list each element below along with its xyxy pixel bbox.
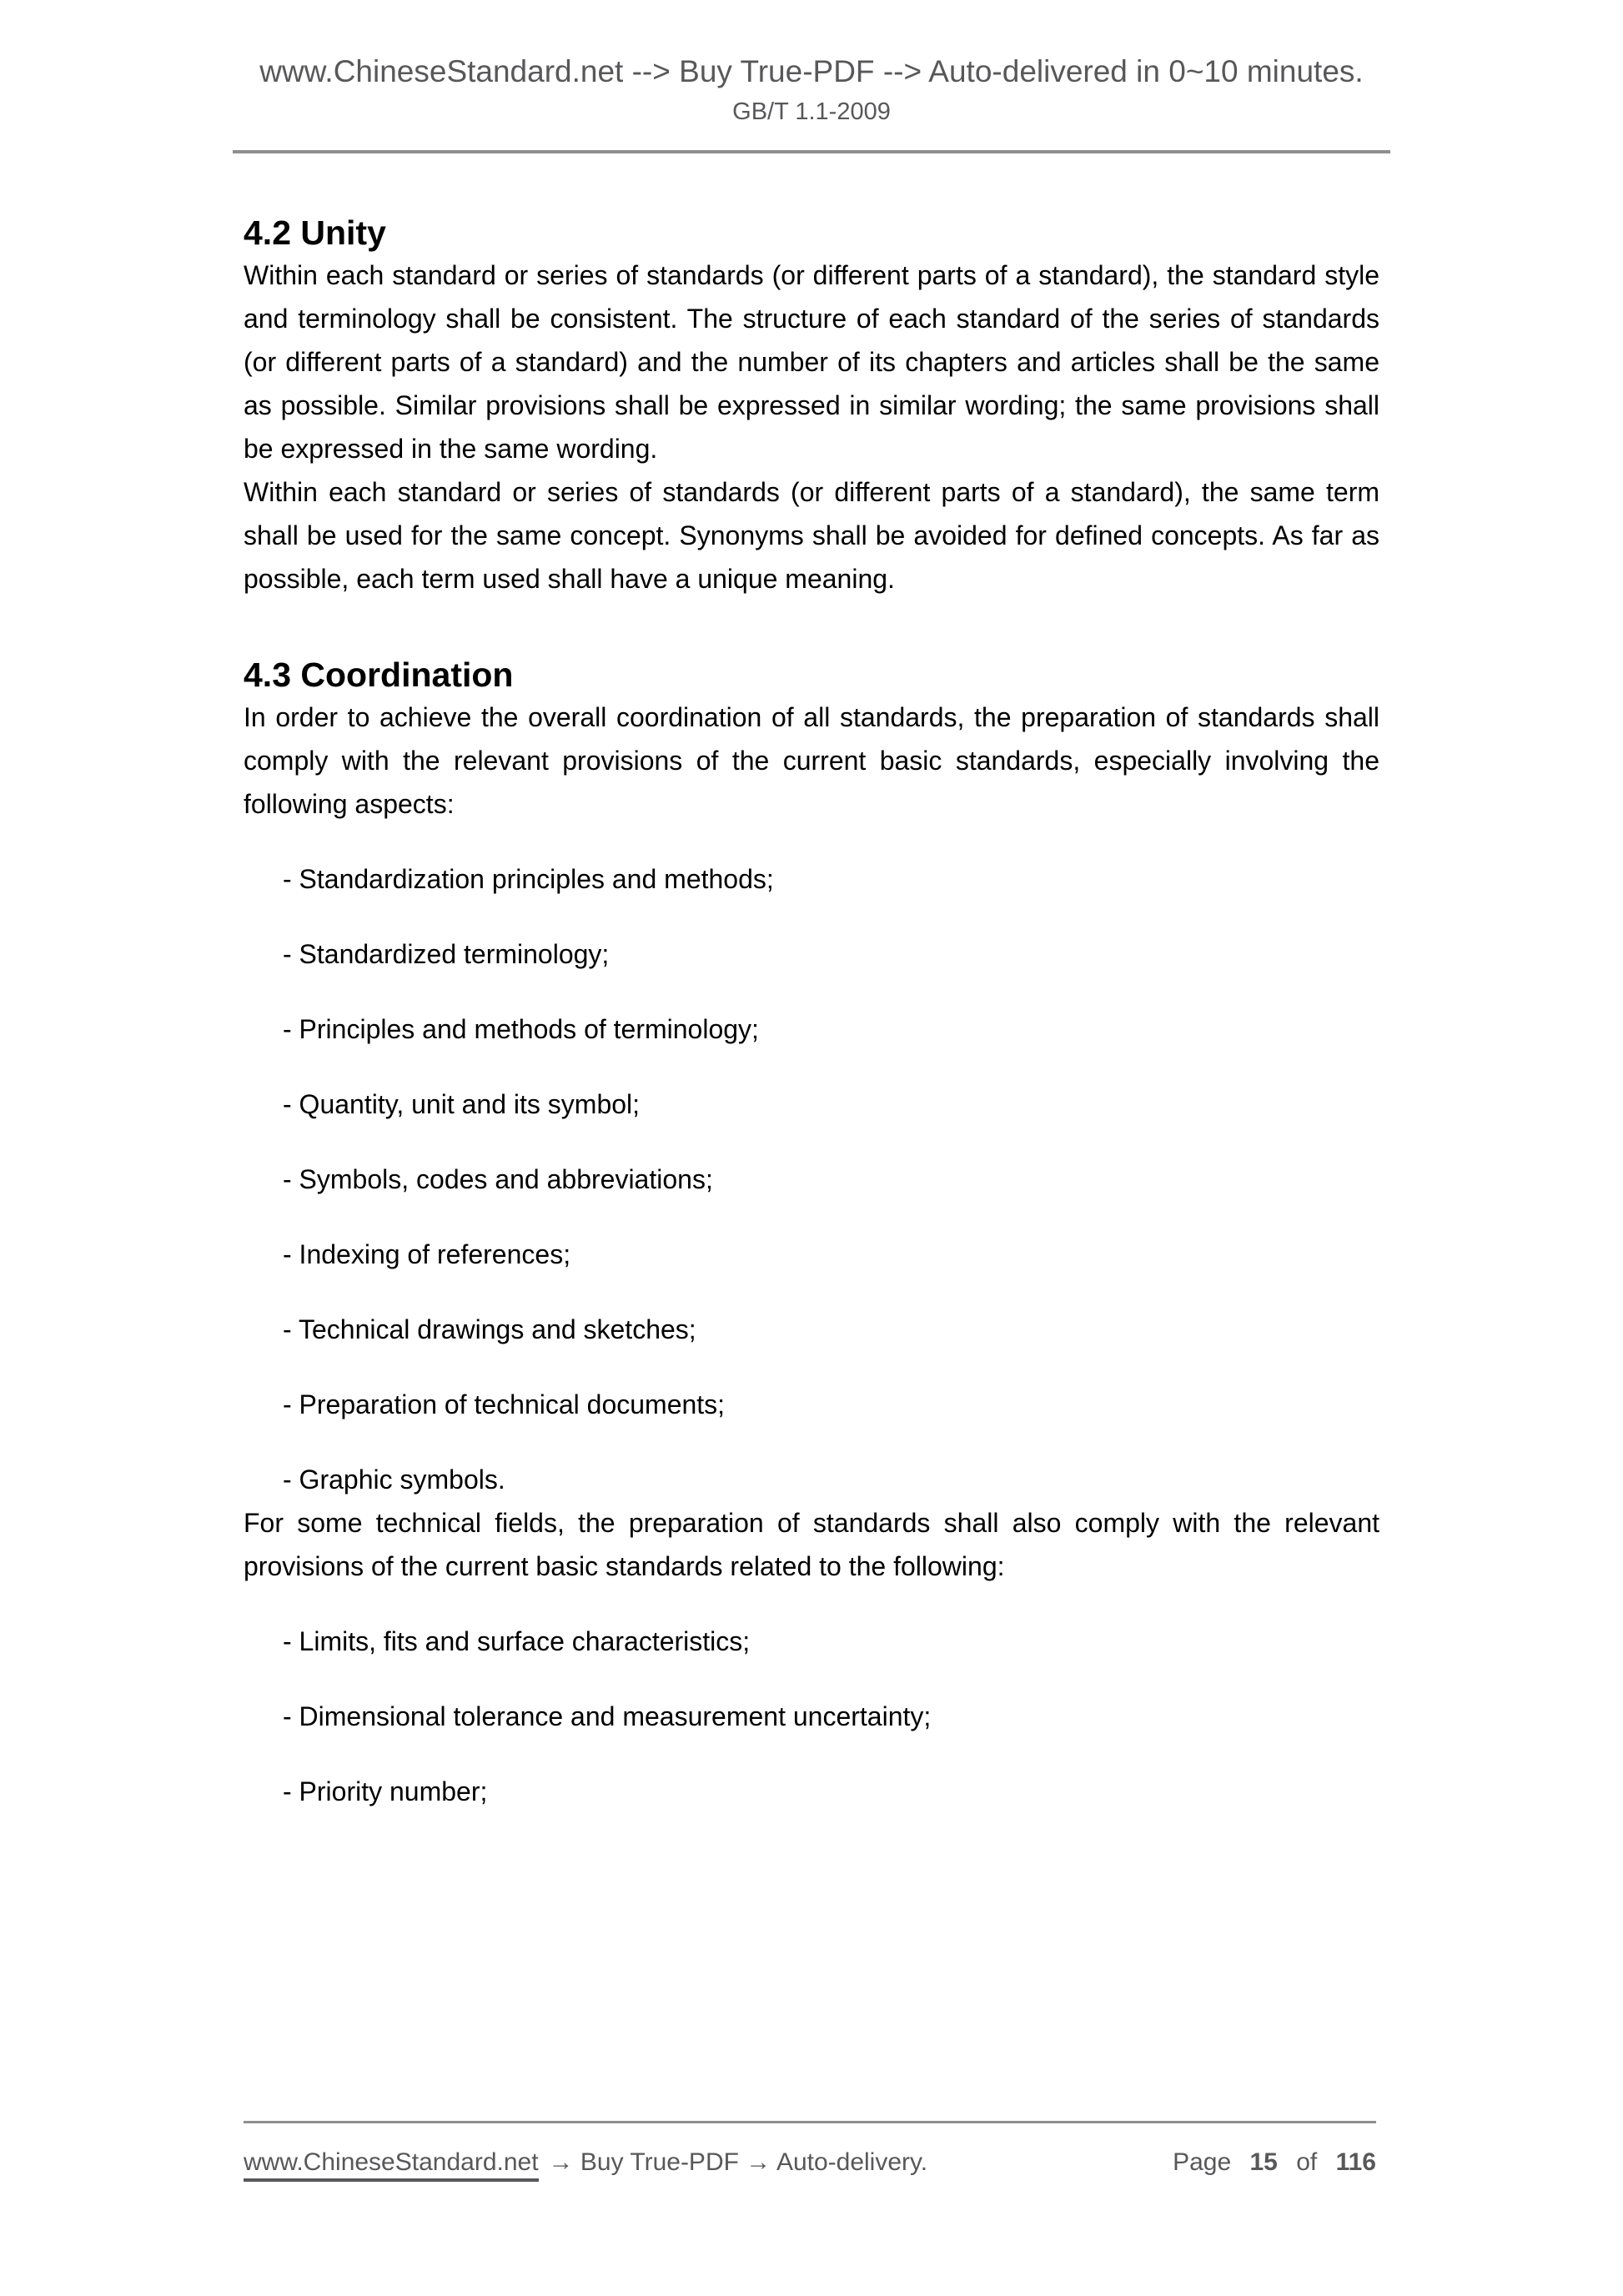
list-item: - Symbols, codes and abbreviations; <box>283 1164 713 1194</box>
footer-divider <box>244 2121 1376 2123</box>
footer-site-link[interactable]: www.ChineseStandard.net <box>244 2148 539 2182</box>
paragraph-technical-fields: For some technical fields, the preparation of standards shall also comply with the relevant provisions of the current basic standards related to the following: <box>244 1508 1379 1581</box>
page-current-number: 15 <box>1249 2148 1278 2176</box>
section-heading-4-3: 4.3 Coordination <box>244 656 514 694</box>
footer-note <box>244 2148 927 2177</box>
page-of-label: of <box>1296 2148 1318 2176</box>
paragraph-unity-1: Within each standard or series of standards (or different parts of a standard), the standard style and terminology shall be consistent. The structure of each standard of the series of standards (or different parts of a standard) and the number of its chapters and articles shall be the same as possible. Similar provisions shall be expressed in similar wording; the same provisions shall be expressed in the same wording. <box>244 260 1379 464</box>
list-item: - Priority number; <box>283 1776 488 1806</box>
list-item: - Standardized terminology; <box>283 939 610 969</box>
list-item: - Quantity, unit and its symbol; <box>283 1089 641 1119</box>
list-item: - Indexing of references; <box>283 1239 571 1269</box>
paragraph-unity-2: Within each standard or series of standards (or different parts of a standard), the same term shall be used for the same concept. Synonyms shall be avoided for defined concepts. As far as possible, each term used shall have a unique meaning. <box>244 477 1379 594</box>
paragraph-coordination-intro: In order to achieve the overall coordination of all standards, the preparation of standards shall comply with the relevant provisions of the current basic standards, especially involving the following aspects: <box>244 702 1379 819</box>
page-total-number: 116 <box>1335 2148 1376 2176</box>
list-item: - Standardization principles and methods; <box>283 864 774 894</box>
header-promo-text: www.ChineseStandard.net --> Buy True-PDF --> Auto-delivered in 0~10 minutes. <box>259 54 1364 88</box>
header-divider <box>233 150 1390 153</box>
list-item: - Limits, fits and surface characteristics; <box>283 1626 751 1656</box>
list-item: - Graphic symbols. <box>283 1465 505 1495</box>
list-item: - Principles and methods of terminology; <box>283 1014 759 1044</box>
list-item: - Preparation of technical documents; <box>283 1389 726 1419</box>
footer-note-text: → Buy True-PDF → Auto-delivery. <box>548 2148 928 2176</box>
document-body <box>244 212 1379 1813</box>
list-item: - Dimensional tolerance and measurement uncertainty; <box>283 1701 932 1731</box>
page-label: Page <box>1173 2148 1232 2176</box>
page-indicator <box>1173 2148 1376 2177</box>
page-header <box>0 0 1623 127</box>
list-item: - Technical drawings and sketches; <box>283 1314 696 1344</box>
doc-code: GB/T 1.1-2009 <box>732 98 891 125</box>
section-heading-4-2: 4.2 Unity <box>244 214 386 252</box>
page-footer <box>244 2121 1376 2177</box>
